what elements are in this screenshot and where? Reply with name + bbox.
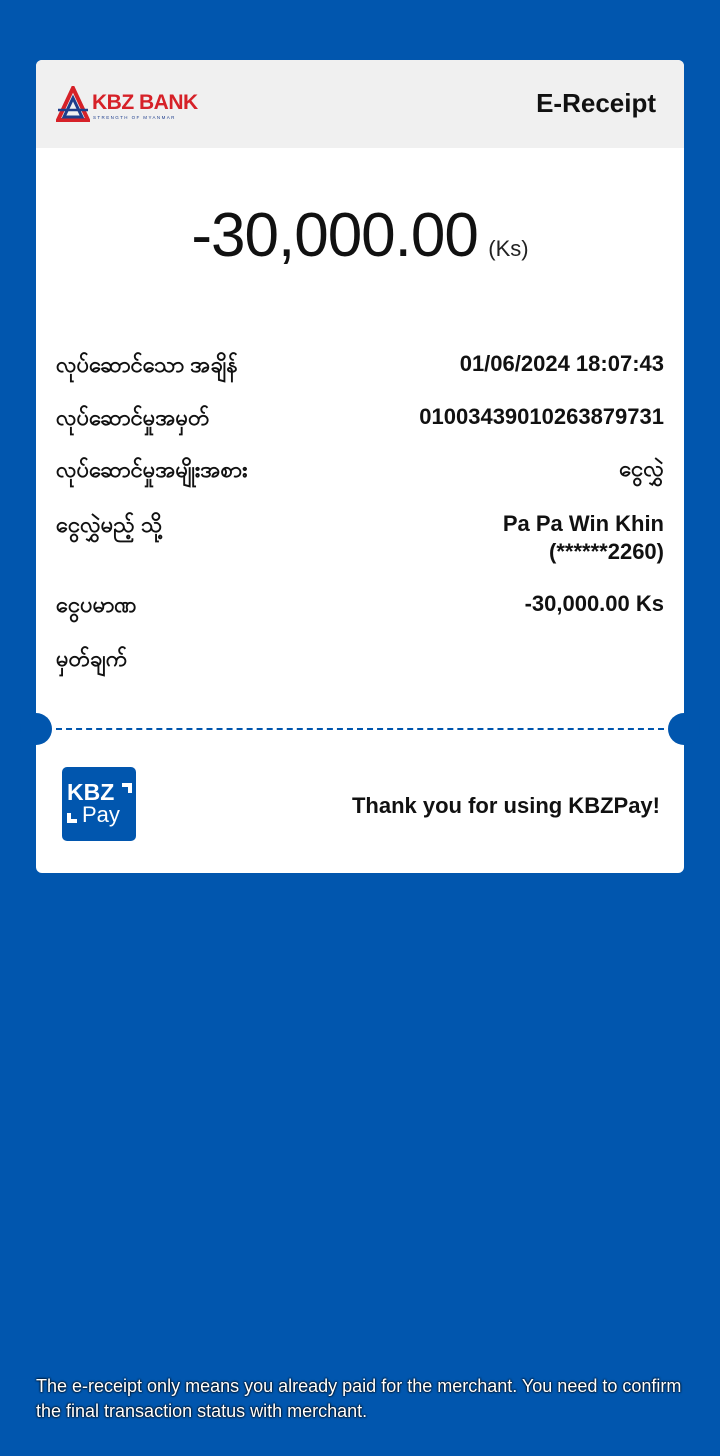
detail-value: 01/06/2024 18:07:43	[459, 351, 664, 376]
logo-name: KBZ BANK	[92, 91, 198, 114]
dashed-divider	[56, 728, 664, 730]
corner-mark-icon	[67, 813, 77, 823]
detail-value	[503, 510, 664, 566]
detail-label: လုပ်ဆောင်မှုအမှတ်	[56, 405, 210, 430]
kbz-triangle-icon	[56, 86, 90, 124]
detail-value: ငွေလွှဲ	[619, 456, 664, 481]
amount-value: -30,000.00	[191, 201, 478, 270]
ticket-notch-left	[20, 713, 52, 745]
recipient-account: (******2260)	[549, 539, 664, 564]
footer-note: The e-receipt only means you already paid for the merchant. You need to confirm the final transaction status with merchant.	[36, 1376, 682, 1421]
kbz-bank-logo	[56, 86, 226, 124]
amount-display	[36, 200, 684, 271]
kbzpay-logo-line1: KBZ	[67, 779, 115, 805]
kbzpay-logo-line2: Pay	[82, 802, 120, 827]
amount-unit: (Ks)	[488, 236, 529, 261]
kbzpay-logo	[62, 767, 136, 841]
detail-label: လုပ်ဆောင်သော အချိန်	[56, 352, 238, 377]
thank-you-text: Thank you for using KBZPay!	[351, 793, 660, 818]
recipient-name: Pa Pa Win Khin	[502, 511, 664, 536]
detail-label: ငွေပမာဏ	[56, 592, 137, 617]
detail-value: 01003439010263879731	[419, 404, 664, 429]
detail-label: မှတ်ချက်	[56, 646, 128, 671]
page-title: E-Receipt	[536, 88, 656, 118]
receipt-header	[36, 60, 684, 148]
receipt-card	[36, 60, 684, 873]
corner-mark-icon	[122, 783, 132, 793]
ticket-notch-right	[668, 713, 700, 745]
logo-tagline: STRENGTH OF MYANMAR	[93, 115, 176, 120]
detail-value: -30,000.00 Ks	[524, 591, 664, 616]
detail-label: ငွေလွှဲမည့် သို့	[56, 512, 162, 537]
detail-label: လုပ်ဆောင်မှုအမျိုးအစား	[56, 457, 248, 482]
